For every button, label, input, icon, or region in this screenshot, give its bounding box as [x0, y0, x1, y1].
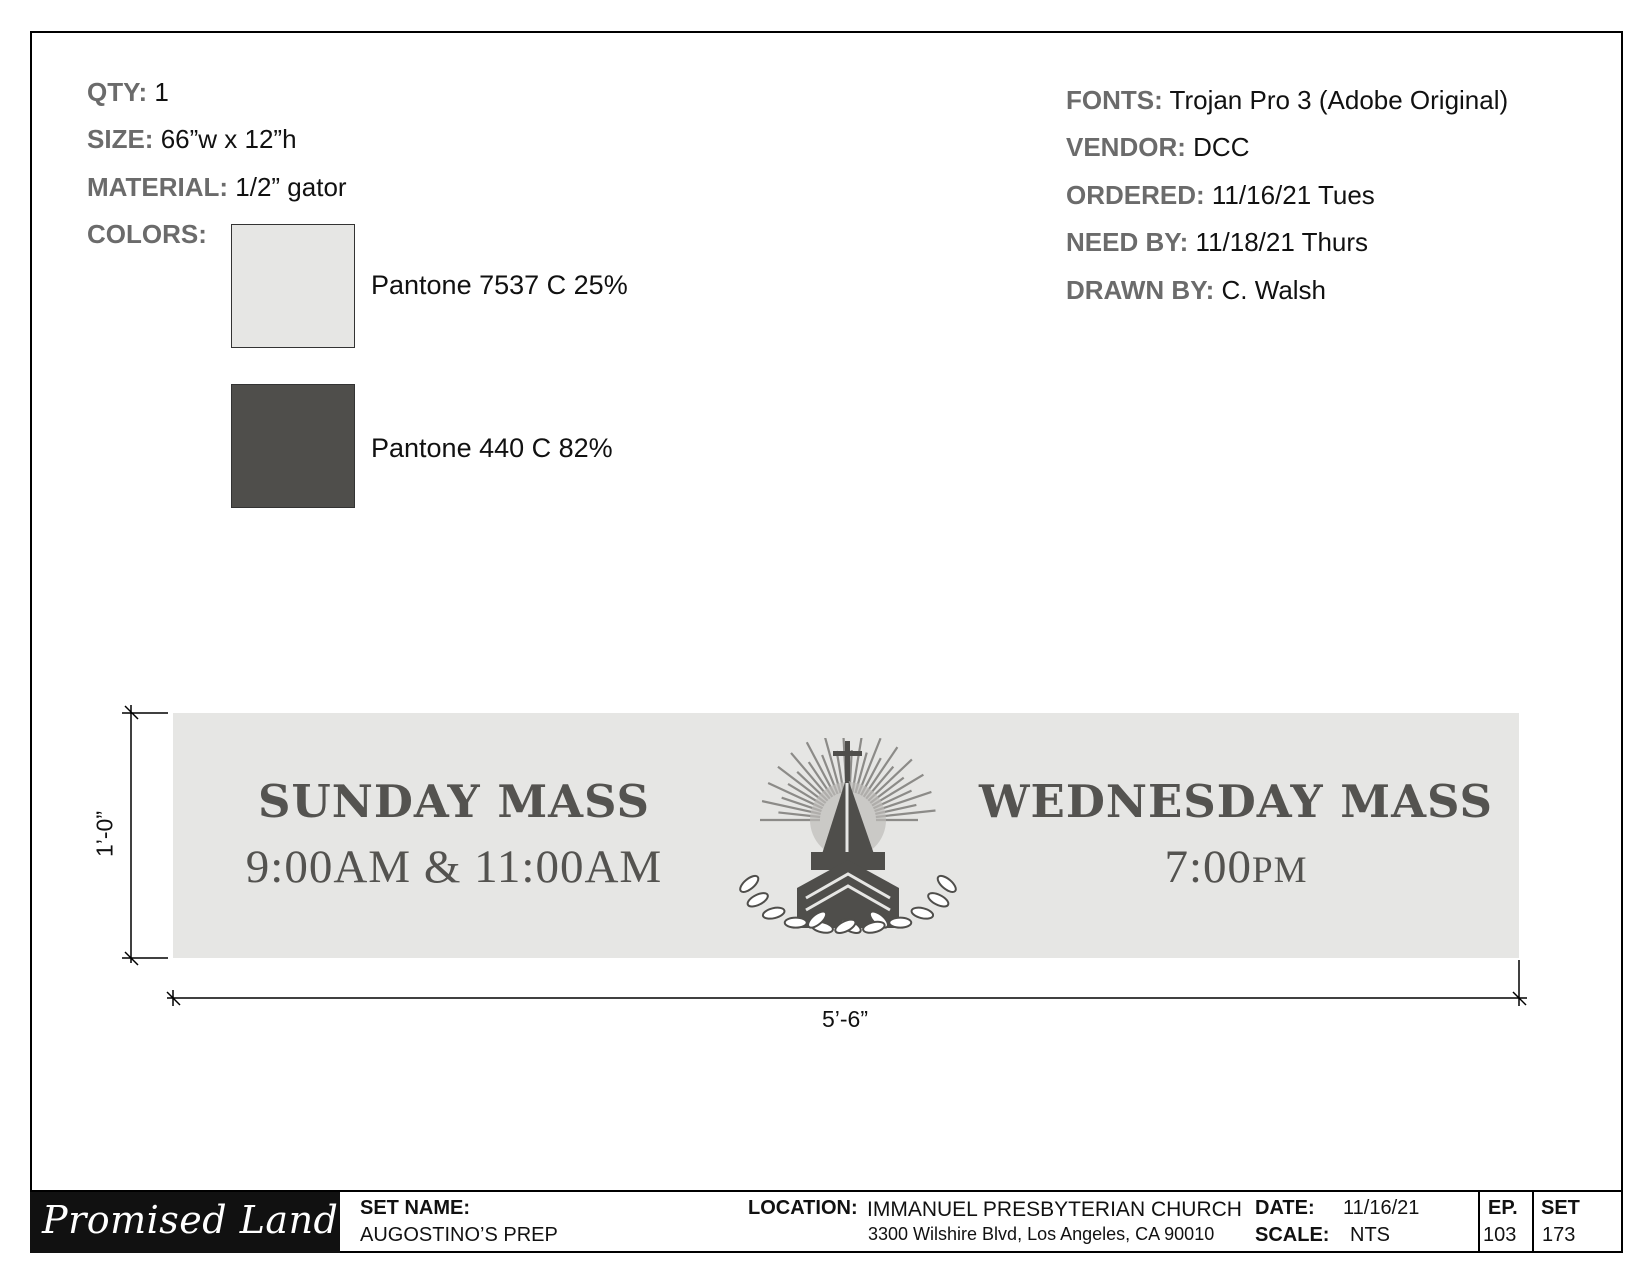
spec-ordered-label: ORDERED: [1066, 180, 1205, 210]
color-swatch-dark-label: Pantone 440 C 82% [371, 433, 613, 463]
set-name-label: SET NAME: [360, 1197, 470, 1219]
sign-left-time: 9:00AM & 11:00AM [245, 841, 663, 893]
spec-ordered-value: 11/16/21 Tues [1211, 180, 1375, 210]
height-dimension-label: 1’-0” [91, 810, 118, 858]
date-value: 11/16/21 [1343, 1197, 1420, 1219]
spec-drawn-by-value: C. Walsh [1221, 275, 1327, 305]
spec-size-value: 66”w x 12”h [160, 124, 297, 154]
spec-size-label: SIZE: [87, 124, 154, 154]
sign-right-time-suffix: PM [1252, 850, 1308, 891]
title-block [30, 1190, 1623, 1253]
set-name-value: AUGOSTINO’S PREP [360, 1224, 558, 1246]
ep-label: EP. [1488, 1197, 1518, 1219]
spec-qty-label: QTY: [87, 77, 148, 107]
color-swatch-light-label: Pantone 7537 C 25% [371, 270, 628, 300]
ep-divider [1478, 1192, 1480, 1253]
spec-fonts-label: FONTS: [1066, 85, 1163, 115]
logo-cell [30, 1192, 340, 1253]
set-label: SET [1541, 1197, 1580, 1219]
width-dimension-label: 5’-6” [822, 1006, 869, 1032]
spec-vendor-label: VENDOR: [1066, 132, 1186, 162]
spec-need-by-value: 11/18/21 Thurs [1195, 227, 1369, 257]
spec-fonts-value: Trojan Pro 3 (Adobe Original) [1169, 85, 1509, 115]
promised-land-logo: Promised Land [42, 1198, 339, 1242]
sign-right-time-main: 7:00 [1164, 841, 1253, 893]
sign-right-heading: WEDNESDAY MASS [978, 775, 1494, 828]
ep-value: 103 [1483, 1224, 1517, 1246]
spec-material-label: MATERIAL: [87, 172, 229, 202]
date-label: DATE: [1255, 1197, 1315, 1219]
set-divider [1532, 1192, 1534, 1253]
set-value: 173 [1542, 1224, 1576, 1246]
scale-value: NTS [1350, 1224, 1390, 1246]
spec-qty-value: 1 [154, 77, 169, 107]
spec-material-value: 1/2” gator [235, 172, 347, 202]
spec-colors-label: COLORS: [87, 219, 207, 249]
location-address: 3300 Wilshire Blvd, Los Angeles, CA 90010 [868, 1224, 1215, 1244]
sign-left-heading: SUNDAY MASS [257, 775, 651, 828]
scale-label: SCALE: [1255, 1224, 1330, 1246]
spec-drawn-by-label: DRAWN BY: [1066, 275, 1215, 305]
spec-need-by-label: NEED BY: [1066, 227, 1189, 257]
location-label: LOCATION: [748, 1197, 858, 1219]
location-name: IMMANUEL PRESBYTERIAN CHURCH [867, 1198, 1242, 1221]
spec-vendor-value: DCC [1193, 132, 1250, 162]
